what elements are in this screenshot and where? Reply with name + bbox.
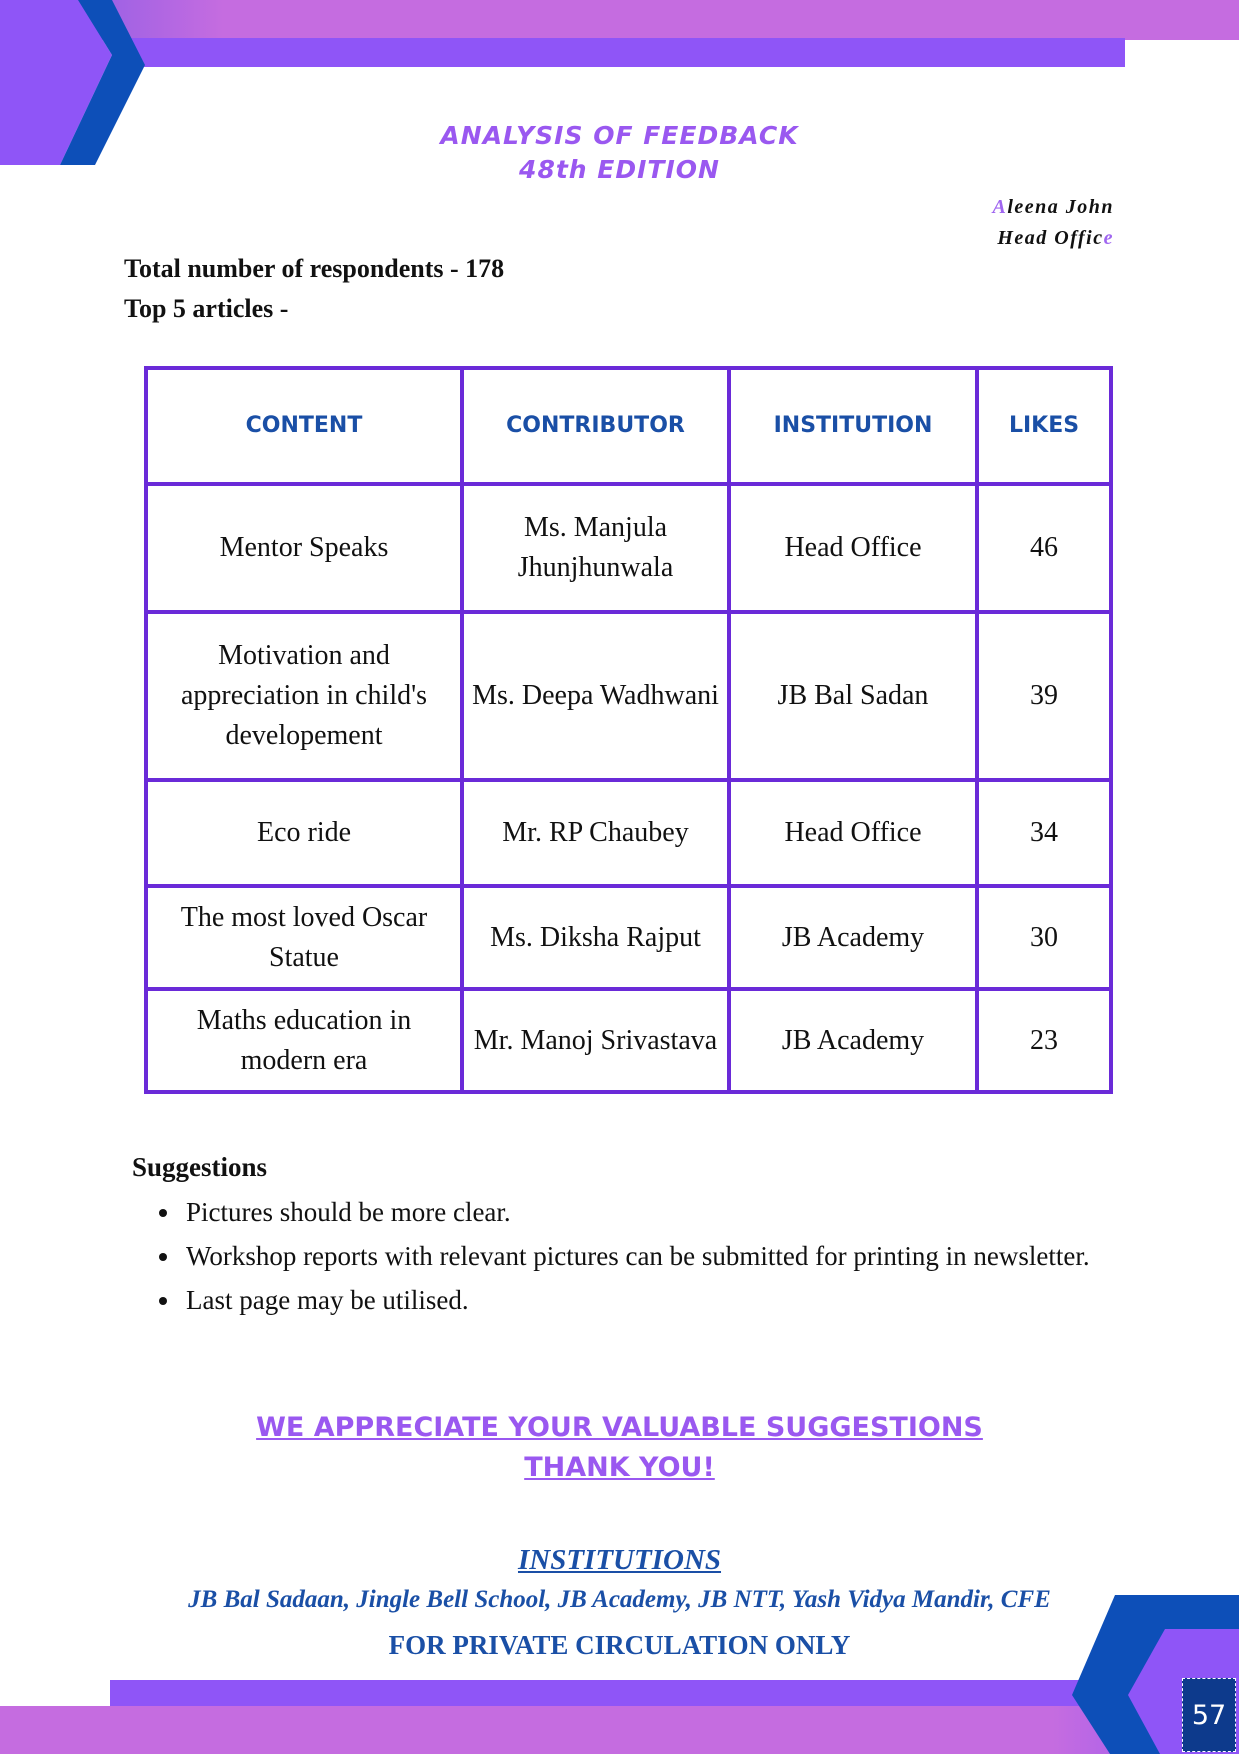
header-content: CONTENT: [146, 368, 462, 484]
cell-institution: JB Academy: [729, 989, 977, 1092]
cell-likes: 30: [977, 886, 1111, 989]
table-row: [146, 780, 1111, 886]
cell-contributor: Mr. Manoj Srivastava: [462, 989, 729, 1092]
cell-likes: 34: [977, 780, 1111, 886]
author-initial: A: [992, 196, 1008, 218]
header-contributor: CONTRIBUTOR: [462, 368, 729, 484]
cell-contributor: Ms. Deepa Wadhwani: [462, 612, 729, 780]
table-row: [146, 989, 1111, 1092]
cell-content: The most loved Oscar Statue: [146, 886, 462, 989]
footer-band: [0, 1706, 1239, 1754]
thank-you-line: THANK YOU!: [524, 1452, 715, 1483]
cell-content: Maths education in modern era: [146, 989, 462, 1092]
header-likes: LIKES: [977, 368, 1111, 484]
cell-likes: 39: [977, 612, 1111, 780]
author-office-main: Head Offic: [997, 227, 1104, 249]
page-number: 57: [1182, 1678, 1236, 1752]
edition-title: 48th EDITION: [519, 155, 720, 184]
top-articles-label: Top 5 articles -: [124, 294, 289, 323]
page-title: ANALYSIS OF FEEDBACK: [440, 121, 799, 150]
author-office-last: e: [1103, 227, 1114, 249]
header-band: [0, 0, 1239, 40]
top-articles-table: [144, 366, 1113, 1094]
suggestions-list: [150, 1190, 1154, 1322]
cell-institution: Head Office: [729, 484, 977, 612]
cell-content: Eco ride: [146, 780, 462, 886]
table-row: [146, 612, 1111, 780]
institutions-heading: INSTITUTIONS: [517, 1544, 722, 1576]
header-institution: INSTITUTION: [729, 368, 977, 484]
suggestion-item: • Last page may be utilised.: [182, 1278, 1154, 1322]
footer-bar: [110, 1680, 1110, 1708]
header-bar: [130, 38, 1125, 67]
cell-contributor: Ms. Diksha Rajput: [462, 886, 729, 989]
suggestion-item: • Pictures should be more clear.: [182, 1190, 1154, 1234]
table-header-row: [146, 368, 1111, 484]
private-circulation-note: FOR PRIVATE CIRCULATION ONLY: [388, 1630, 851, 1660]
cell-institution: JB Academy: [729, 886, 977, 989]
cell-likes: 23: [977, 989, 1111, 1092]
cell-institution: Head Office: [729, 780, 977, 886]
cell-contributor: Mr. RP Chaubey: [462, 780, 729, 886]
cell-content: Motivation and appreciation in child's developement: [146, 612, 462, 780]
cell-content: Mentor Speaks: [146, 484, 462, 612]
respondents-count: Total number of respondents - 178: [124, 254, 505, 283]
table-row: [146, 886, 1111, 989]
institutions-list: JB Bal Sadaan, Jingle Bell School, JB Academy, JB NTT, Yash Vidya Mandir, CFE: [188, 1586, 1051, 1613]
author-name-rest: leena John: [1007, 196, 1114, 218]
suggestions-heading: Suggestions: [132, 1152, 268, 1182]
suggestion-item: • Workshop reports with relevant pictures can be submitted for printing in newsletter.: [182, 1234, 1154, 1278]
cell-likes: 46: [977, 484, 1111, 612]
author-office: [997, 223, 1114, 254]
cell-institution: JB Bal Sadan: [729, 612, 977, 780]
author-name: [992, 192, 1114, 223]
table-row: [146, 484, 1111, 612]
appreciation-line: WE APPRECIATE YOUR VALUABLE SUGGESTIONS: [256, 1412, 983, 1443]
cell-contributor: Ms. Manjula Jhunjhunwala: [462, 484, 729, 612]
